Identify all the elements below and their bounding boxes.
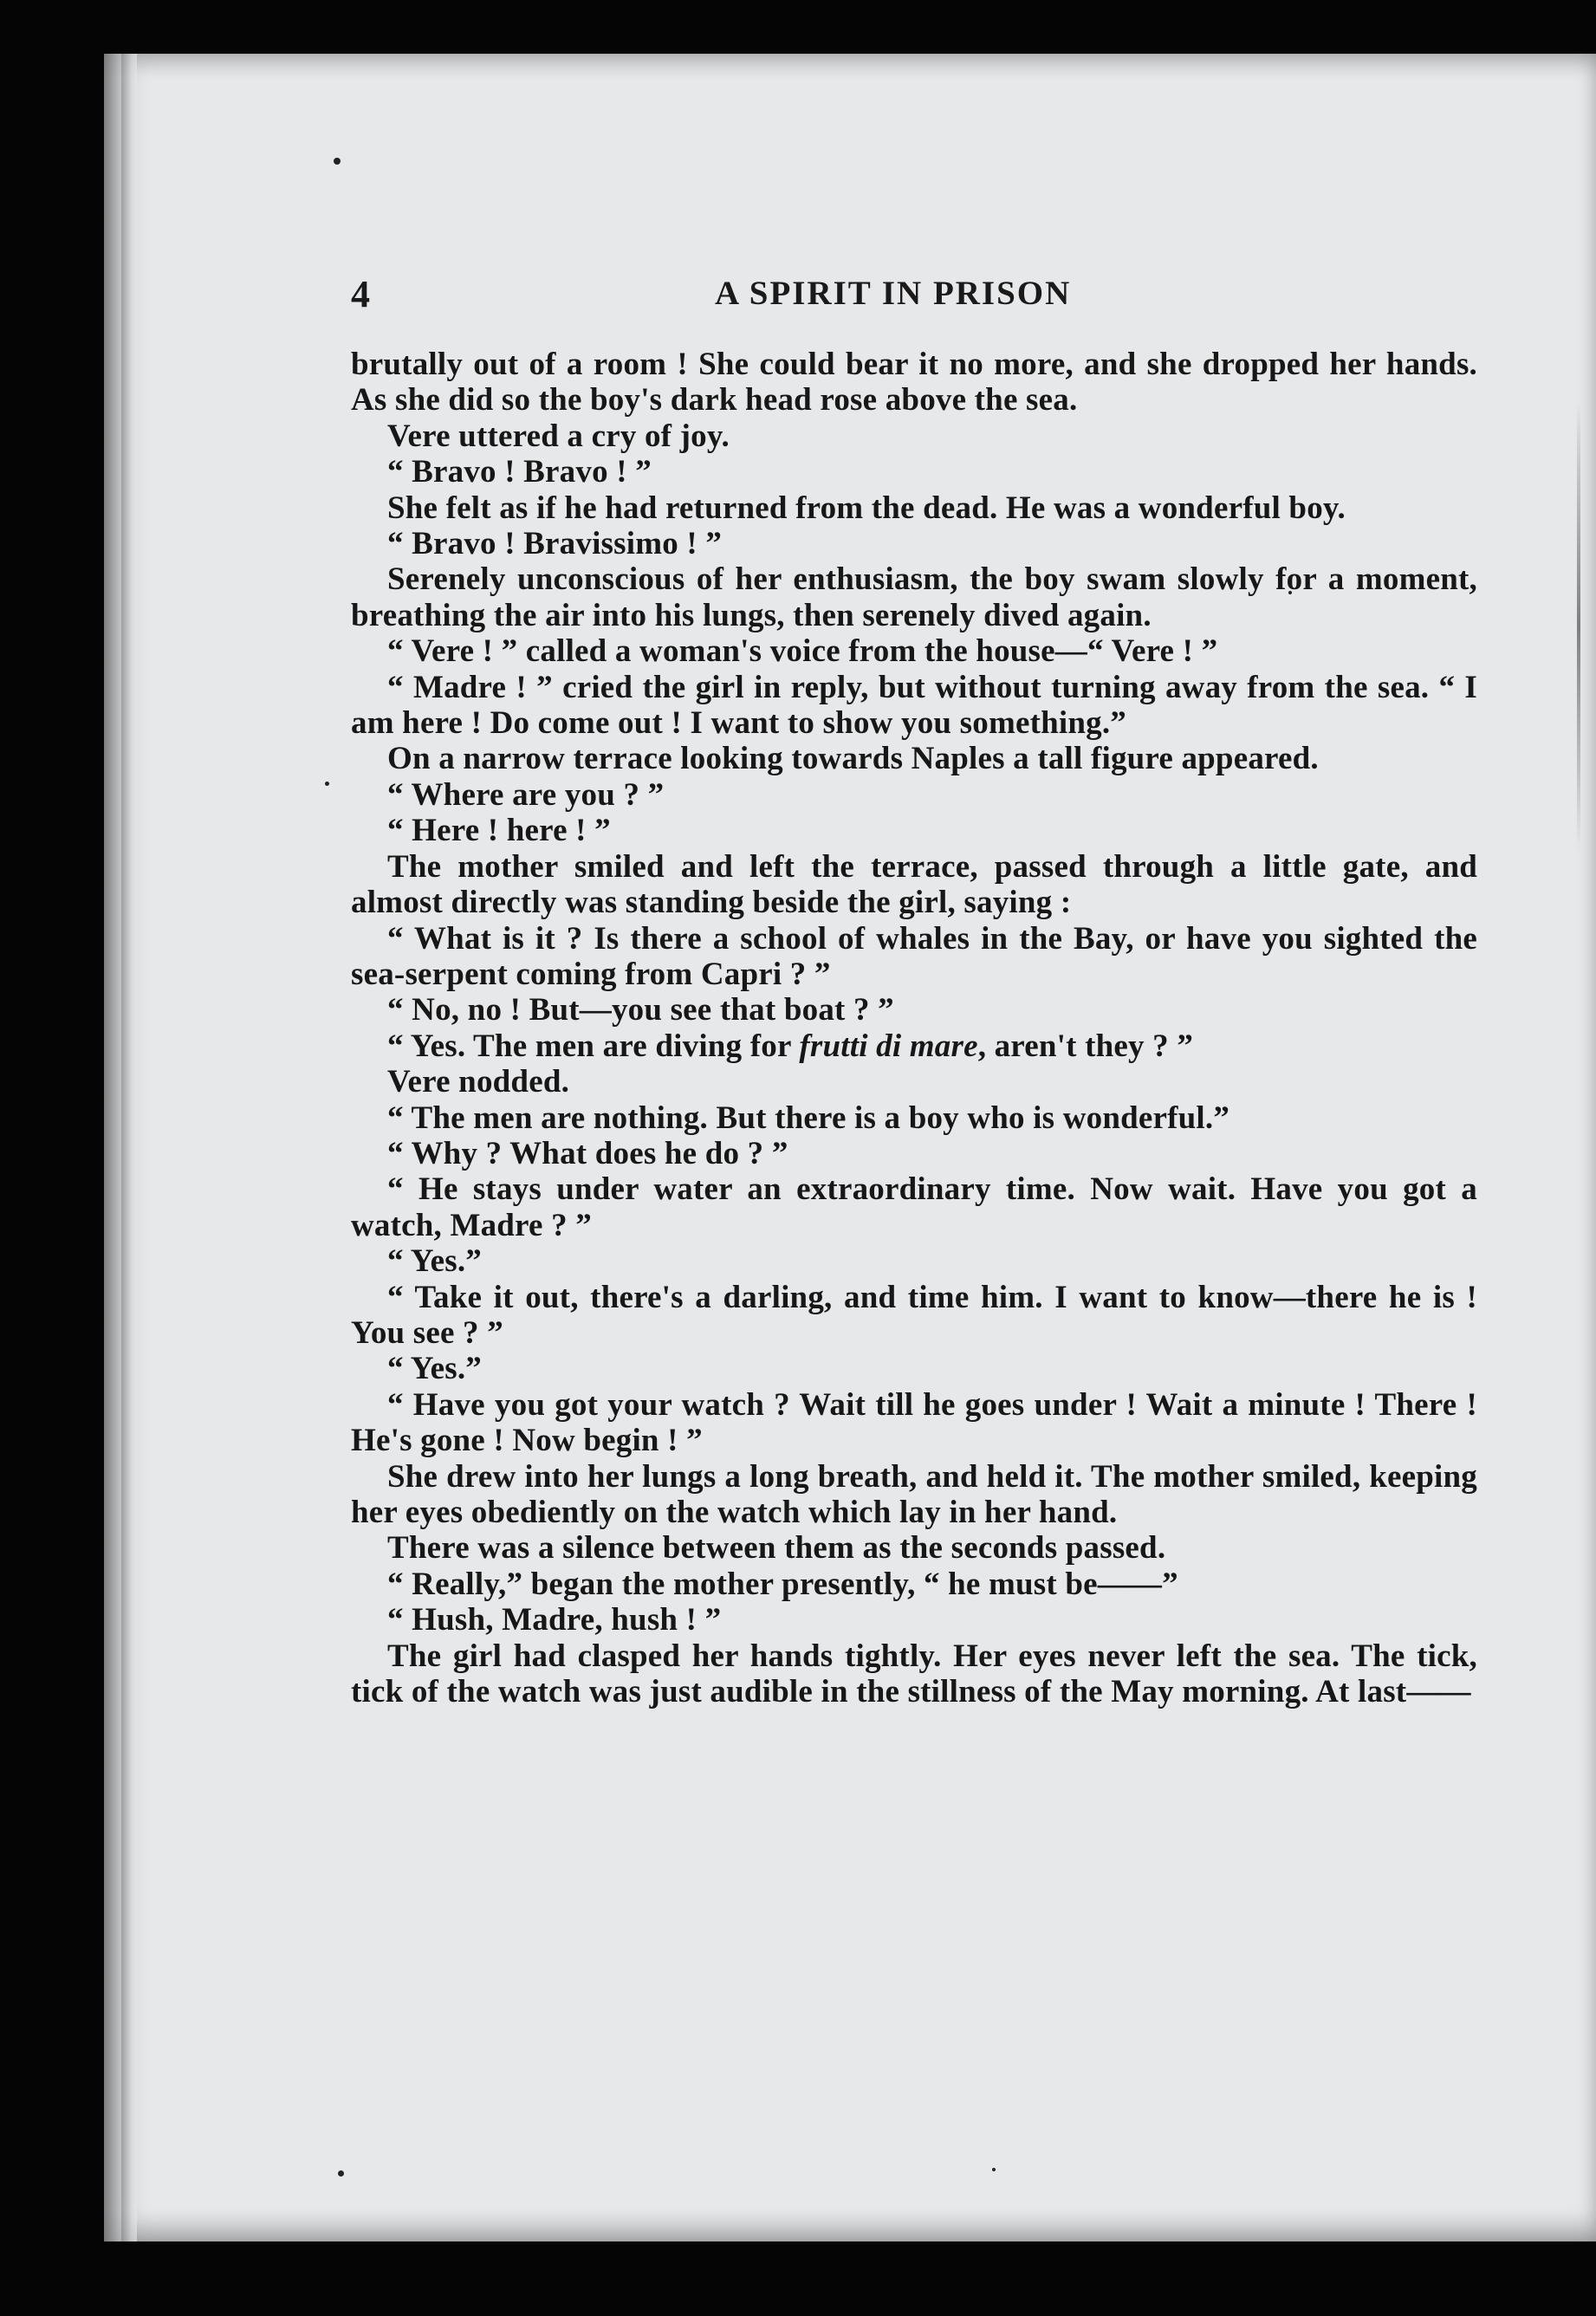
paragraph: Vere nodded. (387, 1064, 570, 1100)
paragraph: On a narrow terrace looking towards Naples a tall figure appeared. (387, 741, 1319, 777)
paragraph: “ Where are you ? ” (387, 776, 665, 813)
text-before-italic: “ Yes. The men are diving for (387, 1028, 800, 1064)
paragraph: “ What is it ? Is there a school of whales in the Bay, or have you sighted the sea-serpent coming from Capri ? ” (351, 920, 1477, 992)
italic-phrase: frutti di mare (799, 1028, 978, 1064)
paragraph: “ Yes.” (387, 1243, 482, 1280)
paragraph: “ Really,” began the mother presently, “ he must be——” (387, 1566, 1178, 1602)
paragraph: She felt as if he had returned from the dead. He was a wonderful boy. (387, 490, 1346, 526)
paragraph: “ Here ! here ! ” (387, 813, 611, 849)
page-number: 4 (351, 273, 370, 315)
paragraph: There was a silence between them as the seconds passed. (387, 1530, 1166, 1567)
paragraph: “ He stays under water an extraordinary time. Now wait. Have you got a watch, Madre ? ” (351, 1171, 1477, 1243)
paragraph: “ Why ? What does he do ? ” (387, 1135, 788, 1171)
ink-speck (992, 2168, 996, 2171)
paragraph-with-italic (351, 1028, 1477, 1064)
paragraph: The mother smiled and left the terrace, passed through a little gate, and almost directly was standing beside the girl, saying : (351, 848, 1477, 921)
body-text (351, 347, 1477, 1709)
paragraph: “ Bravo ! Bravissimo ! ” (387, 526, 723, 562)
paragraph: “ Take it out, there's a darling, and time him. I want to know—there he is ! You see ? ” (351, 1279, 1477, 1351)
paragraph: “ Bravo ! Bravo ! ” (387, 454, 652, 490)
paragraph: Vere uttered a cry of joy. (387, 418, 730, 454)
ink-speck (338, 2170, 344, 2177)
paragraph: “ Madre ! ” cried the girl in reply, but without turning away from the sea. “ I am here ! Do come out ! I want to show you something.” (351, 669, 1477, 742)
page-edge-shadow (104, 54, 137, 2241)
binding-shadow (121, 54, 132, 2241)
ink-speck (334, 158, 341, 165)
paragraph: brutally out of a room ! She could bear it no more, and she dropped her hands. As she did so the boy's dark head rose above the sea. (351, 347, 1477, 418)
book-page (104, 54, 1596, 2241)
paragraph: “ Have you got your watch ? Wait till he goes under ! Wait a minute ! There ! He's gone ! Now begin ! ” (351, 1386, 1477, 1459)
paragraph: “ Yes.” (387, 1351, 482, 1387)
page-header (351, 272, 1477, 333)
text-after-italic: , aren't they ? ” (977, 1028, 1194, 1064)
paragraph: Serenely unconscious of her enthusiasm, the boy swam slowly for a moment, breathing the air into his lungs, then serenely dived again. (351, 561, 1477, 633)
paragraph: “ No, no ! But—you see that boat ? ” (387, 992, 894, 1028)
paragraph: The girl had clasped her hands tightly. Her eyes never left the sea. The tick, tick of the watch was just audible in the stillness of the May morning. At last—— (351, 1638, 1477, 1710)
running-head: A SPIRIT IN PRISON (715, 275, 1072, 312)
paragraph: “ Hush, Madre, hush ! ” (387, 1602, 722, 1638)
ink-speck (325, 782, 329, 786)
page-right-mark (1577, 400, 1580, 851)
paragraph: She drew into her lungs a long breath, and held it. The mother smiled, keeping her eyes obediently on the watch which lay in her hand. (351, 1458, 1477, 1530)
paragraph: “ Vere ! ” called a woman's voice from the house—“ Vere ! ” (387, 633, 1218, 670)
paragraph: “ The men are nothing. But there is a boy who is wonderful.” (387, 1100, 1230, 1136)
